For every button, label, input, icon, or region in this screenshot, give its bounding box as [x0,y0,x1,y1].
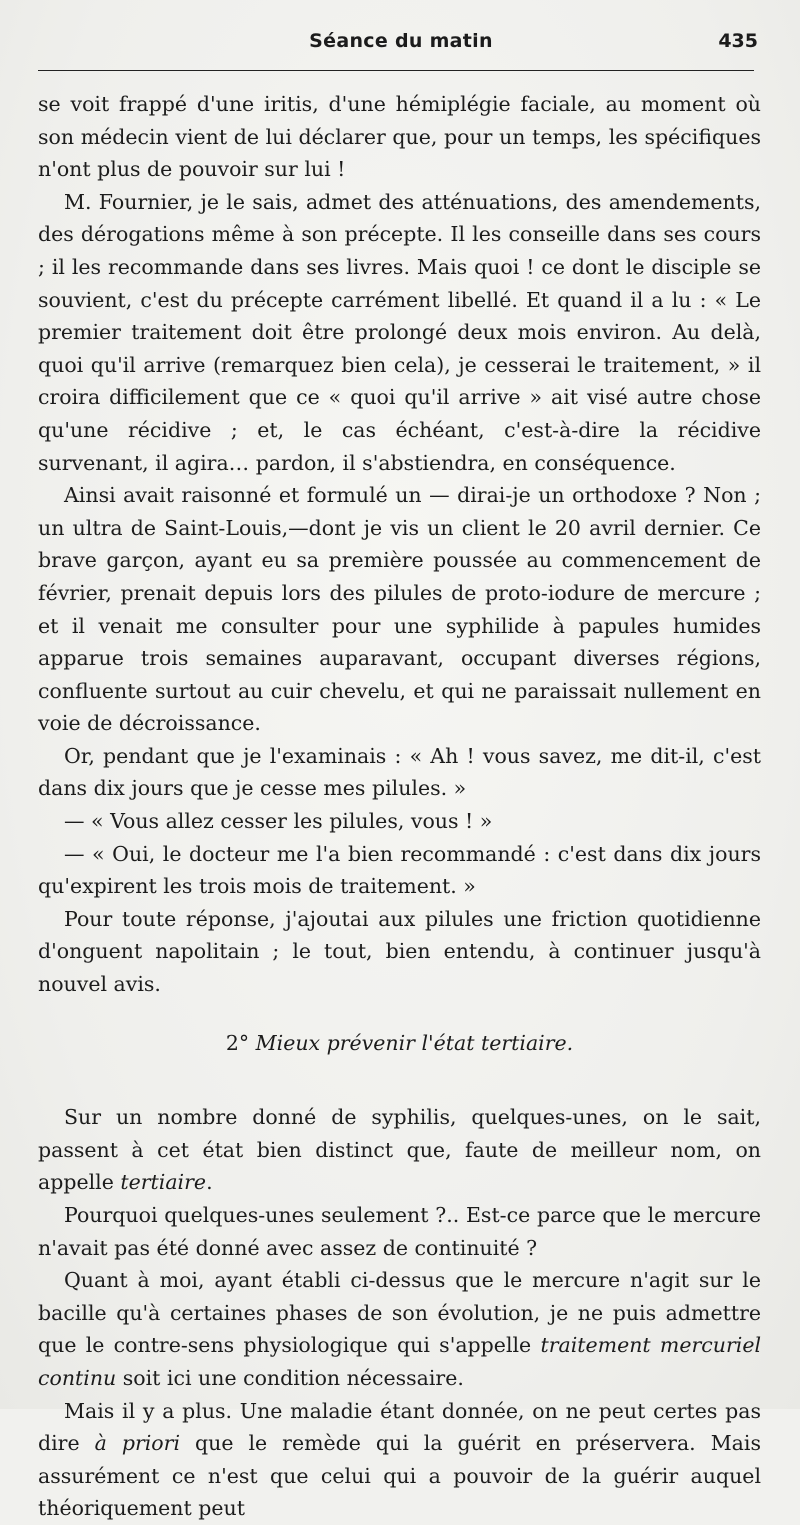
paragraph-text: Quant à moi, ayant établi ci-dessus que le mercure n'agit sur le bacille qu'à certaines phases de son évolution, je ne puis admettre que le contre-sens physiologique qui s'appelle [38,1268,761,1358]
paragraph [38,1101,761,1199]
paragraph-text: Mais il y a plus. Une maladie étant donnée, on ne peut certes pas dire [38,1398,761,1456]
paragraph: Or, pendant que je l'examinais : « Ah ! vous savez, me dit-il, c'est dans dix jours que je cesse mes pilules. » [38,743,761,801]
paragraph [38,1395,761,1525]
paragraph-text: soit ici une condition nécessaire. [116,1365,464,1390]
paragraph-text: Sur un nombre donné de syphilis, quelques-unes, on le sait, passent à cet état bien distinct que, faute de meilleur nom, on appelle [38,1105,761,1195]
emphasis-text: traitement mercuriel continu [38,1333,762,1390]
emphasis-text: tertiaire [120,1170,207,1195]
paragraph: Pourquoi quelques-unes seulement ?.. Est-ce parce que le mercure n'avait pas été donné avec assez de continuité ? [38,1203,761,1260]
section-heading [38,1027,761,1060]
body-text [38,88,761,1525]
running-head [38,30,764,60]
paragraph: — « Vous allez cesser les pilules, vous ! » [64,809,493,834]
emphasis-text: à priori [94,1431,181,1456]
paragraph: — « Oui, le docteur me l'a bien recommandé : c'est dans dix jours qu'expirent les trois mois de traitement. » [38,841,761,899]
paragraph: M. Fournier, je le sais, admet des atténuations, des amendements, des dérogations même à son précepte. Il les conseille dans ses cours ; il les recommande dans ses livres. Mais quoi ! ce dont le disciple se souvient, c'est du précepte carrément libellé. Et quand il a lu : « Le premier traitement doit être prolongé deux mois environ. Au delà, quoi qu'il arrive (remarquez bien cela), je cesserai le traitement, » il croira difficilement que ce « quoi qu'il arrive » ait visé autre chose qu'une récidive ; et, le cas échéant, c'est-à-dire la récidive survenant, il agira… pardon, il s'abstiendra, en conséquence. [38,189,761,475]
running-title: Séance du matin [309,30,493,52]
header-rule [38,70,754,71]
paragraph: se voit frappé d'une iritis, d'une hémiplégie faciale, au moment où son médecin vient de lui déclarer que, pour un temps, les spécifiques n'ont plus de pouvoir sur lui ! [38,92,761,182]
section-number: 2° [225,1030,250,1055]
paragraph: Ainsi avait raisonné et formulé un — dirai-je un orthodoxe ? Non ; un ultra de Saint-Louis,—dont je vis un client le 20 avril dernier. Ce brave garçon, ayant eu sa première poussée au commencement de février, prenait depuis lors des pilules de proto-iodure de mercure ; et il venait me consulter pour une syphilide à papules humides apparue trois semaines auparavant, occupant diverses régions, confluente surtout au cuir chevelu, et qui ne paraissait nullement en voie de décroissance. [38,483,761,736]
paragraph-text: . [206,1170,213,1195]
section-title: Mieux prévenir l'état tertiaire. [255,1030,574,1055]
paragraph: Pour toute réponse, j'ajoutai aux pilules une friction quotidienne d'onguent napolitain ; le tout, bien entendu, à continuer jusqu'à nouvel avis. [38,906,761,997]
paragraph [38,1264,761,1394]
page-number: 435 [718,30,758,52]
paragraph-text: que le remède qui la guérit en préservera. Mais assurément ce n'est que celui qui a pouvoir de la guérir auquel théoriquement peut [38,1431,761,1521]
